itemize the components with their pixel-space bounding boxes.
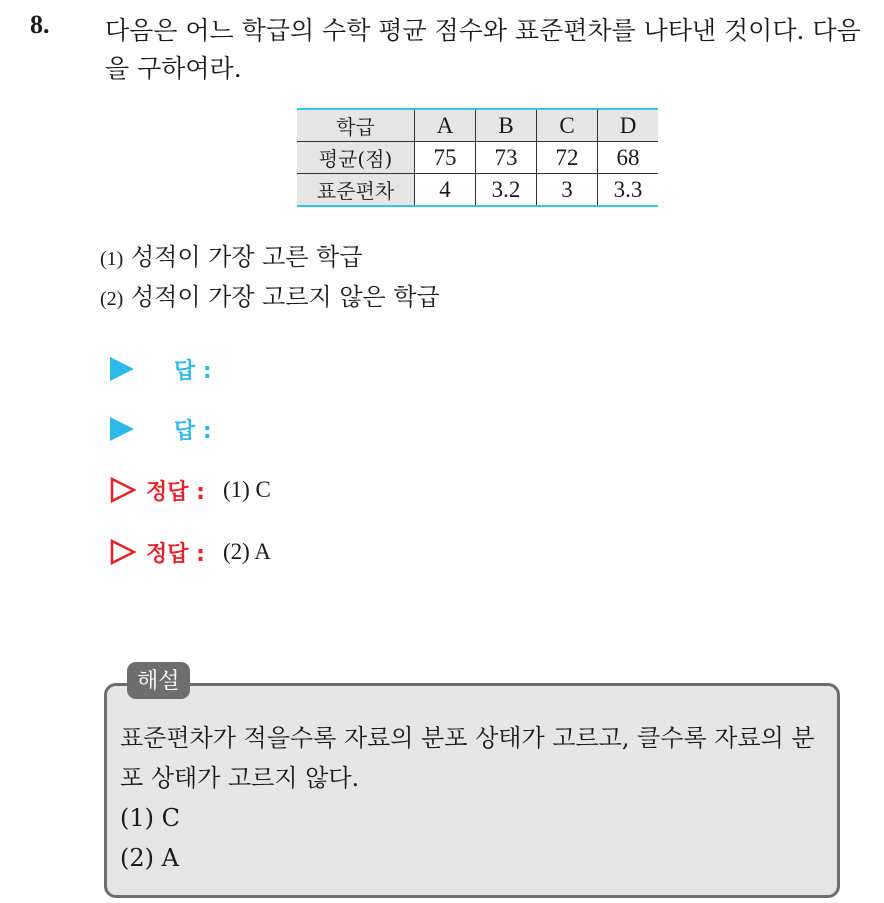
correct-answer-1 bbox=[110, 475, 271, 505]
subquestion-number: (2) bbox=[100, 288, 124, 310]
explanation-line: (1) C bbox=[120, 804, 180, 832]
table-row-label: 표준편차 bbox=[297, 174, 415, 207]
explanation-tag: 해설 bbox=[127, 662, 190, 699]
table-cell: 3 bbox=[537, 174, 598, 207]
table-cell: 68 bbox=[598, 142, 659, 174]
subquestion-number: (1) bbox=[100, 248, 124, 270]
answer-label: 답 : bbox=[174, 418, 212, 444]
correct-answer-value: (1) C bbox=[222, 477, 271, 502]
explanation-line: (2) A bbox=[120, 844, 179, 872]
scores-table bbox=[297, 108, 658, 207]
answer-prompt-2 bbox=[110, 414, 212, 444]
subquestion-text: 성적이 가장 고른 학급 bbox=[130, 243, 363, 271]
question-text: 다음은 어느 학급의 수학 평균 점수와 표준편차를 나타낸 것이다. 다음을 구하여라. bbox=[105, 16, 861, 83]
table-row bbox=[297, 174, 658, 207]
table-cell: 73 bbox=[476, 142, 537, 174]
answer-prompt-1 bbox=[110, 354, 212, 384]
table-header-cell: 학급 bbox=[297, 109, 415, 142]
correct-answer-label: 정답 : bbox=[146, 479, 205, 505]
table-cell: 75 bbox=[415, 142, 476, 174]
correct-answer-value: (2) A bbox=[222, 539, 271, 564]
table-row bbox=[297, 142, 658, 174]
subquestion-2 bbox=[100, 277, 440, 312]
table-header-cell: D bbox=[598, 109, 659, 142]
question-number: 8. bbox=[30, 10, 50, 39]
explanation-content bbox=[120, 718, 835, 878]
subquestion-text: 성적이 가장 고르지 않은 학급 bbox=[130, 283, 440, 311]
subquestion-1 bbox=[100, 237, 363, 272]
table-header-cell: C bbox=[537, 109, 598, 142]
table-cell: 3.3 bbox=[598, 174, 659, 207]
outline-triangle-icon bbox=[110, 539, 136, 565]
explanation-text: 표준편차가 적을수록 자료의 분포 상태가 고르고, 클수록 자료의 분포 상태가 고르지 않다. bbox=[120, 724, 815, 792]
answer-label: 답 : bbox=[174, 358, 212, 384]
table-cell: 72 bbox=[537, 142, 598, 174]
filled-triangle-icon bbox=[110, 417, 134, 441]
table-row bbox=[297, 109, 658, 142]
filled-triangle-icon bbox=[110, 357, 134, 381]
table-row-label: 평균(점) bbox=[297, 142, 415, 174]
table-header-cell: A bbox=[415, 109, 476, 142]
correct-answer-2 bbox=[110, 537, 271, 567]
table-cell: 4 bbox=[415, 174, 476, 207]
correct-answer-label: 정답 : bbox=[146, 541, 205, 567]
table-cell: 3.2 bbox=[476, 174, 537, 207]
outline-triangle-icon bbox=[110, 477, 136, 503]
table-header-cell: B bbox=[476, 109, 537, 142]
